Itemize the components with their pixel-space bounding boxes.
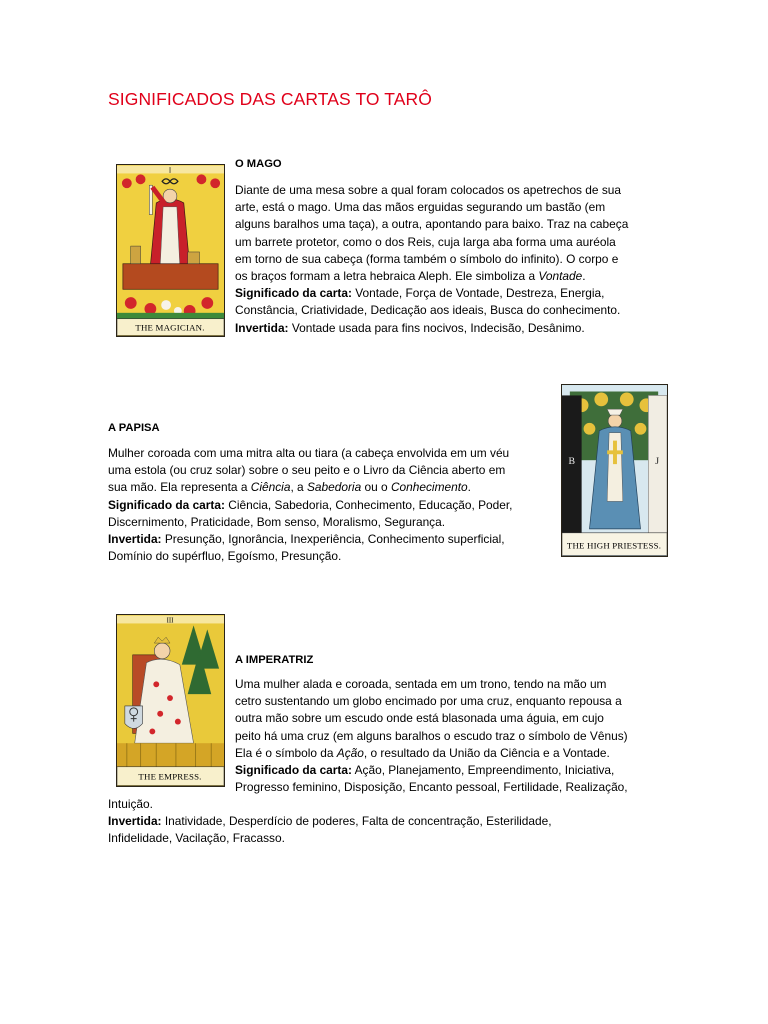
magician-desc-line: em torno de sua cabeça (forma também o símbolo do infinito). O corpo e (235, 251, 619, 266)
pillar-b-letter: B (568, 456, 576, 468)
priestess-desc-end: . (467, 480, 471, 495)
empress-illustration (117, 615, 224, 786)
magician-desc-emph: Vontade (538, 269, 583, 284)
priestess-heading: A PAPISA (108, 422, 160, 434)
empress-caption: THE EMPRESS. (138, 771, 202, 782)
magician-meaning-text: Vontade, Força de Vontade, Destreza, Energia, (351, 286, 605, 301)
priestess-caption: THE HIGH PRIESTESS. (566, 540, 662, 551)
empress-meaning-line: Progresso feminino, Disposição, Encanto pessoal, Fertilidade, Realização, (235, 780, 628, 795)
empress-desc-emph: Ação (336, 745, 364, 760)
empress-numeral: III (166, 617, 174, 625)
empress-card-image (116, 614, 225, 787)
priestess-meaning-line: Discernimento, Praticidade, Bom senso, Moralismo, Segurança. (108, 514, 446, 529)
priestess-meaning-text: Ciência, Sabedoria, Conhecimento, Educação, Poder, (224, 497, 513, 512)
empress-desc-text: Ela é o símbolo da (235, 745, 337, 760)
empress-inverted-line: Infidelidade, Vacilação, Fracasso. (108, 831, 285, 846)
priestess-desc-emph: Sabedoria (306, 480, 362, 495)
magician-meaning-line (235, 285, 628, 302)
empress-desc-line: outra mão sobre um escudo onde está blasonada uma águia, em cujo (235, 711, 604, 726)
magician-inverted-line (235, 320, 628, 337)
pillar-j-letter: J (655, 456, 660, 468)
priestess-illustration (562, 385, 667, 556)
magician-text-block (235, 182, 628, 337)
magician-desc-text: os braços formam a letra hebraica Aleph. Ele simboliza a (235, 269, 539, 284)
magician-meaning-label: Significado da carta: (235, 286, 352, 301)
priestess-inverted-line (108, 531, 513, 548)
priestess-desc-sep: ou o (361, 480, 391, 495)
magician-card-image (116, 164, 225, 337)
empress-meaning-text: Ação, Planejamento, Empreendimento, Iniciativa, (351, 763, 615, 778)
empress-inverted-line (108, 813, 552, 830)
priestess-desc-emph: Conhecimento (390, 480, 468, 495)
empress-desc-line: Uma mulher alada e coroada, sentada em um trono, tendo na mão um (235, 677, 607, 691)
empress-desc-line: peito há uma cruz (em alguns baralhos o escudo traz o símbolo de Vênus) (235, 728, 628, 743)
priestess-desc-line: Mulher coroada com uma mitra alta ou tiara (a cabeça envolvida em um véu (108, 446, 510, 460)
priestess-inverted-line: Domínio do supérfluo, Egoísmo, Presunção. (108, 549, 342, 564)
priestess-inverted-text: Presunção, Ignorância, Inexperiência, Conhecimento superficial, (161, 532, 505, 547)
magician-numeral: I (168, 167, 172, 175)
empress-meaning-line (235, 762, 628, 779)
empress-inverted-text: Inatividade, Desperdício de poderes, Falta de concentração, Esterilidade, (161, 814, 552, 829)
empress-desc-line: cetro sustentando um globo encimado por uma cruz, enquanto repousa a (235, 694, 622, 709)
empress-inverted-label: Invertida: (108, 814, 162, 829)
empress-text-block-full (108, 796, 552, 848)
priestess-card-image (561, 384, 668, 557)
magician-desc-line: um barrete protetor, como o dos Reis, cuja larga aba forma uma auréola (235, 234, 616, 249)
magician-caption: THE MAGICIAN. (135, 322, 205, 333)
empress-meaning-label: Significado da carta: (235, 763, 352, 778)
document-title: SIGNIFICADOS DAS CARTAS TO TARÔ (108, 89, 432, 109)
priestess-desc-line-last (108, 479, 513, 496)
magician-desc-line: Diante de uma mesa sobre a qual foram colocados os apetrechos de sua (235, 183, 622, 197)
magician-illustration (117, 165, 224, 336)
priestess-desc-emph: Ciência (250, 480, 291, 495)
empress-desc-text: , o resultado da União da Ciência e a Vontade. (363, 745, 610, 760)
priestess-meaning-label: Significado da carta: (108, 497, 225, 512)
priestess-desc-line: uma estola (ou cruz solar) sobre o seu peito e o Livro da Ciência aberto em (108, 463, 506, 478)
magician-heading: O MAGO (235, 158, 282, 170)
priestess-meaning-line (108, 497, 513, 514)
priestess-desc-sep: , a (290, 480, 307, 495)
magician-desc-line: alguns baralhos uma taça), a outra, apontando para baixo. Traz na cabeça (235, 217, 629, 232)
priestess-desc-text: sua mão. Ela representa a (108, 480, 251, 495)
empress-desc-line-last (235, 745, 628, 762)
empress-meaning-line: Intuição. (108, 797, 153, 811)
empress-text-block (235, 676, 628, 796)
magician-meaning-line: Constância, Criatividade, Dedicação aos ideais, Busca do conhecimento. (235, 303, 621, 318)
empress-heading: A IMPERATRIZ (235, 654, 314, 666)
magician-inverted-label: Invertida: (235, 320, 289, 335)
magician-desc-line: arte, está o mago. Uma das mãos erguidas segurando um bastão (em (235, 200, 606, 215)
priestess-inverted-label: Invertida: (108, 532, 162, 547)
priestess-text-block (108, 445, 513, 565)
magician-desc-end: . (582, 269, 586, 284)
magician-inverted-text: Vontade usada para fins nocivos, Indecisão, Desânimo. (288, 320, 585, 335)
magician-desc-line-last (235, 268, 628, 285)
